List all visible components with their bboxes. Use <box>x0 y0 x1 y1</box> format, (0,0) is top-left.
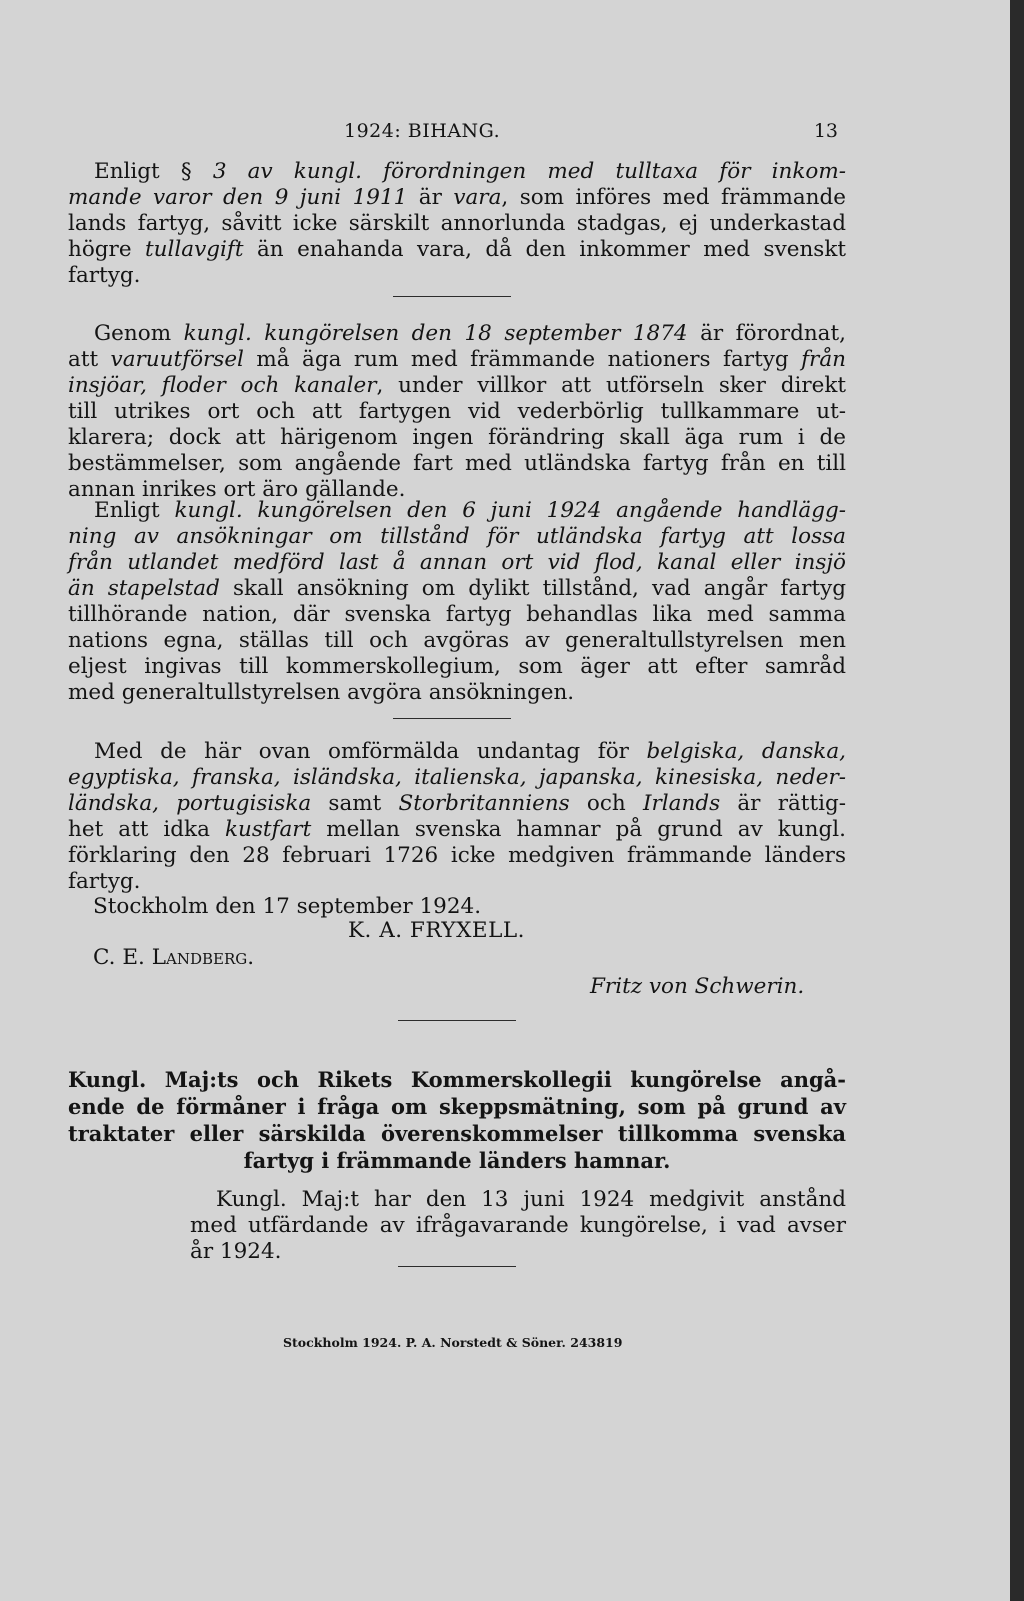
text-line <box>68 524 846 550</box>
text-line <box>68 347 846 373</box>
text-run: och <box>569 791 644 816</box>
text-run: att <box>68 347 111 372</box>
text-run: eljest ingivas till kommerskollegium, som äger att efter samråd <box>68 654 846 679</box>
notice-heading-line: ende de förmåner i fråga om skeppsmätning, som på grund av <box>68 1094 846 1119</box>
signature-landberg-surname: Landberg. <box>151 945 255 970</box>
text-line <box>68 602 846 628</box>
italic-run: insjöar, floder och kanaler <box>68 373 377 398</box>
notice-heading-line: traktater eller särskilda överenskommelser tillkomma svenska <box>68 1121 846 1146</box>
text-run: Enligt <box>94 159 181 184</box>
place-date: Stockholm den 17 september 1924. <box>93 894 482 919</box>
text-run: må äga rum med främmande nationers fartyg <box>243 347 802 372</box>
scan-edge <box>1010 0 1024 1601</box>
italic-run: tullavgift <box>145 237 244 262</box>
italic-run: Irlands <box>643 791 721 816</box>
text-line <box>68 576 846 602</box>
text-line <box>68 451 846 477</box>
notice-body <box>190 1187 846 1265</box>
italic-run: från <box>801 347 846 372</box>
text-run: är förordnat, <box>687 321 846 346</box>
text-line <box>68 321 846 347</box>
italic-run: mande varor den 9 juni 1911 <box>68 185 408 210</box>
text-run: skall ansökning om dylikt tillstånd, vad angår fartyg <box>219 576 847 601</box>
italic-run: 3 av kungl. förordningen med tulltaxa för inkom- <box>212 159 846 184</box>
text-run: mellan svenska hamnar på grund av kungl. <box>311 817 847 842</box>
text-run: Genom <box>94 321 184 346</box>
text-run: , under villkor att utförseln sker direkt <box>376 373 846 398</box>
text-line <box>68 765 846 791</box>
text-run: fartyg. <box>68 869 141 894</box>
text-run: § <box>180 159 213 184</box>
signature-fryxell: K. A. FRYXELL. <box>348 918 525 943</box>
italic-run: ning av ansökningar om tillstånd för utländska fartyg att lossa <box>68 524 846 549</box>
text-line <box>68 817 846 843</box>
text-run: är rättig- <box>720 791 846 816</box>
section-divider <box>393 718 511 719</box>
italic-run: kustfart <box>224 817 312 842</box>
text-line <box>68 628 846 654</box>
italic-run: kungl. kungörelsen den 18 september 1874 <box>183 321 688 346</box>
text-line <box>68 654 846 680</box>
notice-heading-line: fartyg i främmande länders hamnar. <box>243 1148 671 1173</box>
italic-run: kungl. kungörelsen den 6 juni 1924 angående handlägg- <box>174 498 846 523</box>
text-line <box>68 425 846 451</box>
paragraph-kustfart <box>68 739 846 895</box>
running-header <box>68 120 838 144</box>
notice-body-line: med utfärdande av ifrågavarande kungörelse, i vad avser <box>190 1213 846 1238</box>
text-line <box>68 159 846 185</box>
text-line <box>68 237 846 263</box>
paragraph-varuutforsel <box>68 321 846 503</box>
printer-imprint: Stockholm 1924. P. A. Norstedt & Söner. 243819 <box>283 1335 623 1350</box>
text-run: samt <box>311 791 399 816</box>
italic-run: ländska, portugisiska <box>68 791 312 816</box>
notice-body-line: Kungl. Maj:t har den 13 juni 1924 medgivit anstånd <box>216 1187 846 1212</box>
text-line <box>68 498 846 524</box>
text-run: annan inrikes ort äro gällande. <box>68 477 406 502</box>
paragraph-handlaggning <box>68 498 846 706</box>
text-line <box>68 680 846 706</box>
signature-landberg-initials: C. E. <box>93 945 152 970</box>
text-run: fartyg. <box>68 263 141 288</box>
text-run: förklaring den 28 februari 1726 icke medgiven främmande länders <box>68 843 846 868</box>
text-run: het att idka <box>68 817 225 842</box>
text-run: än enahanda vara, då den inkommer med svenskt <box>243 237 846 262</box>
text-line <box>68 843 846 869</box>
section-divider <box>398 1266 516 1267</box>
text-line <box>68 399 846 425</box>
notice-heading <box>68 1066 846 1174</box>
text-run: bestämmelser, som angående fart med utländska fartyg från en till <box>68 451 846 476</box>
running-title: 1924: BIHANG. <box>344 120 501 142</box>
italic-run: än stapelstad <box>68 576 220 601</box>
italic-run: vara <box>453 185 502 210</box>
text-line <box>68 211 846 237</box>
notice-heading-line: Kungl. Maj:ts och Rikets Kommerskollegii kungörelse angå- <box>68 1067 846 1092</box>
text-line <box>68 185 846 211</box>
text-line <box>68 263 846 289</box>
section-divider <box>393 296 511 297</box>
text-line <box>68 373 846 399</box>
text-run: lands fartyg, såvitt icke särskilt annorlunda stadgas, ej underkastad <box>68 211 846 236</box>
text-run: Enligt <box>94 498 175 523</box>
text-line <box>68 739 846 765</box>
text-run: klarera; dock att härigenom ingen förändring skall äga rum i de <box>68 425 846 450</box>
text-run: tillhörande nation, där svenska fartyg behandlas lika med samma <box>68 602 846 627</box>
signature-landberg <box>93 945 254 970</box>
text-run: högre <box>68 237 146 262</box>
text-line <box>68 791 846 817</box>
italic-run: från utlandet medförd last å annan ort vid flod, kanal eller insjö <box>68 550 846 575</box>
italic-run: Storbritanniens <box>398 791 570 816</box>
text-run: med generaltullstyrelsen avgöra ansökningen. <box>68 680 575 705</box>
text-run: är <box>407 185 454 210</box>
italic-run: egyptiska, franska, isländska, italienska, japanska, kinesiska, neder- <box>68 765 846 790</box>
paragraph-tulltaxa <box>68 159 846 289</box>
notice-body-line: år 1924. <box>190 1239 282 1264</box>
section-divider <box>398 1020 516 1021</box>
text-run: nations egna, ställas till och avgöras av generaltullstyrelsen men <box>68 628 846 653</box>
text-run: Med de här ovan omförmälda undantag för <box>94 739 647 764</box>
text-run: , som införes med främmande <box>501 185 846 210</box>
signature-schwerin: Fritz von Schwerin. <box>590 974 805 999</box>
text-line <box>68 869 846 895</box>
page-number: 13 <box>813 120 838 142</box>
italic-run: belgiska, danska, <box>646 739 846 764</box>
text-line <box>68 550 846 576</box>
text-run: till utrikes ort och att fartygen vid vederbörlig tullkammare ut- <box>68 399 846 424</box>
italic-run: varuutförsel <box>110 347 244 372</box>
